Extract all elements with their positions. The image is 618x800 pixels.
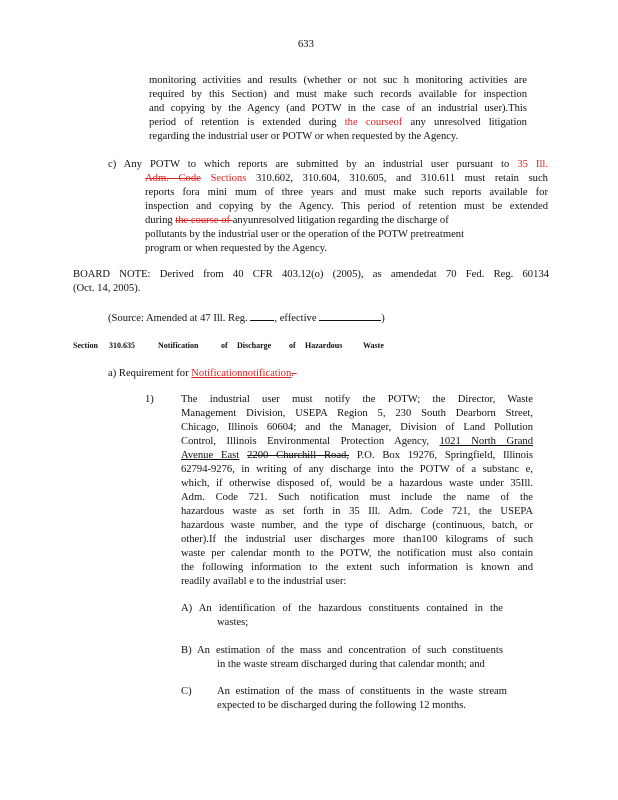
deleted-address: 2200 Churchill Road,: [247, 450, 349, 461]
text-line: program or when requested by the Agency.: [145, 243, 327, 254]
text-line: The industrial user must notify the POTW; the Director, Waste: [181, 394, 533, 405]
text-line: B) An estimation of the mass and concentration of such constituents: [181, 645, 503, 656]
text-line: readily availabl e to the industrial user:: [181, 576, 347, 587]
text-line: during the course of anyunresolved litigation regarding the discharge of: [145, 215, 449, 226]
text-line: hazardous waste as set forth in 35 Ill. Adm. Code 721, the USEPA: [181, 506, 533, 517]
text-line: 62794-9276, in writing of any discharge into the POTW of a substanc e,: [181, 464, 533, 475]
deleted-text-rule: [294, 367, 334, 381]
text-line: expected to be discharged during the following 12 months.: [217, 700, 466, 711]
inserted-text: the courseof: [344, 117, 403, 128]
text-line: An estimation of the mass of constituents in the waste stream: [217, 686, 507, 697]
text-line: Avenue East 2200 Churchill Road, P.O. Box 19276, Springfield, Illinois: [181, 450, 533, 461]
inserted-address: Avenue East: [181, 450, 240, 461]
deleted-text: Adm. Code: [145, 173, 201, 184]
text-line: the following information to the extent such information is known and: [181, 562, 533, 573]
section-heading: Section 310.635 Notification of Discharge of Hazardous Waste: [73, 341, 384, 350]
text-line: waste per calendar month to the POTW, the notification must also contain: [181, 548, 533, 559]
item-label: 1): [145, 394, 154, 405]
source-line: (Source: Amended at 47 Ill. Reg. , effective ): [108, 310, 385, 326]
text-line: Adm. Code Sections 310.602, 310.604, 310.605, and 310.611 must retain such: [145, 173, 548, 184]
text-line: required by this Section) and must make such records available for inspection: [149, 89, 527, 100]
notification-paragraph-1: [181, 393, 533, 589]
text-line: regarding the industrial user or POTW or when requested by the Agency.: [149, 131, 459, 142]
subitem-c: [217, 685, 507, 713]
text-line: A) An identification of the hazardous constituents contained in the: [181, 603, 503, 614]
retention-paragraph-b: [149, 74, 527, 144]
item-label: C): [181, 686, 192, 697]
requirement-heading: a) Requirement for Notificationnotification.: [108, 367, 334, 381]
text-line: c) Any POTW to which reports are submitted by an industrial user pursuant to 35 Ill.: [108, 159, 548, 170]
text-line: Chicago, Illinois 60604; and the Manager, Division of Land Pollution: [181, 422, 533, 433]
text-line: which, if otherwise disposed of, would be a hazardous waste under 35Ill.: [181, 478, 533, 489]
subitem-b: [181, 644, 503, 672]
text-line: wastes;: [217, 617, 249, 628]
text-line: Adm. Code 721. Such notification must include the name of the: [181, 492, 533, 503]
text-line: BOARD NOTE: Derived from 40 CFR 403.12(o) (2005), as amendedat 70 Fed. Reg. 60134: [73, 269, 549, 280]
board-note: [73, 268, 549, 296]
inserted-text: Notificationnotification: [191, 368, 292, 379]
deleted-text: .: [291, 368, 294, 379]
retention-paragraph-c: [108, 158, 548, 256]
text-line: Management Division, USEPA Region 5, 230 South Dearborn Street,: [181, 408, 533, 419]
text-line: hazardous waste number, and the type of discharge (continuous, batch, or: [181, 520, 533, 531]
inserted-text: 35 Ill.: [517, 159, 548, 170]
text-line: monitoring activities and results (whether or not suc h monitoring activities are: [149, 75, 527, 86]
text-line: in the waste stream discharged during that calendar month; and: [217, 659, 485, 670]
inserted-address: 1021 North Grand: [439, 436, 533, 447]
page-number: 633: [298, 39, 314, 50]
blank-line: [250, 310, 274, 321]
text-line: and copying by the Agency (and POTW in the case of an industrial user).This: [149, 103, 527, 114]
text-line: pollutants by the industrial user or the operation of the POTW pretreatment: [145, 229, 465, 240]
blank-line: [319, 310, 381, 321]
text-line: inspection and copying by the Agency. This period of retention must be extended: [145, 201, 548, 212]
subitem-a: [181, 602, 503, 630]
text-line: Control, Illinois Environmental Protection Agency, 1021 North Grand: [181, 436, 533, 447]
text-line: reports fora mini mum of three years and must make such reports available for: [145, 187, 548, 198]
text-line: period of retention is extended during the courseof any unresolved litigation: [149, 117, 527, 128]
text-line: other).If the industrial user discharges more than100 kilograms of such: [181, 534, 533, 545]
inserted-text: Sections: [200, 173, 247, 184]
deleted-text: the course of: [175, 215, 233, 226]
text-line: (Oct. 14, 2005).: [73, 283, 141, 294]
